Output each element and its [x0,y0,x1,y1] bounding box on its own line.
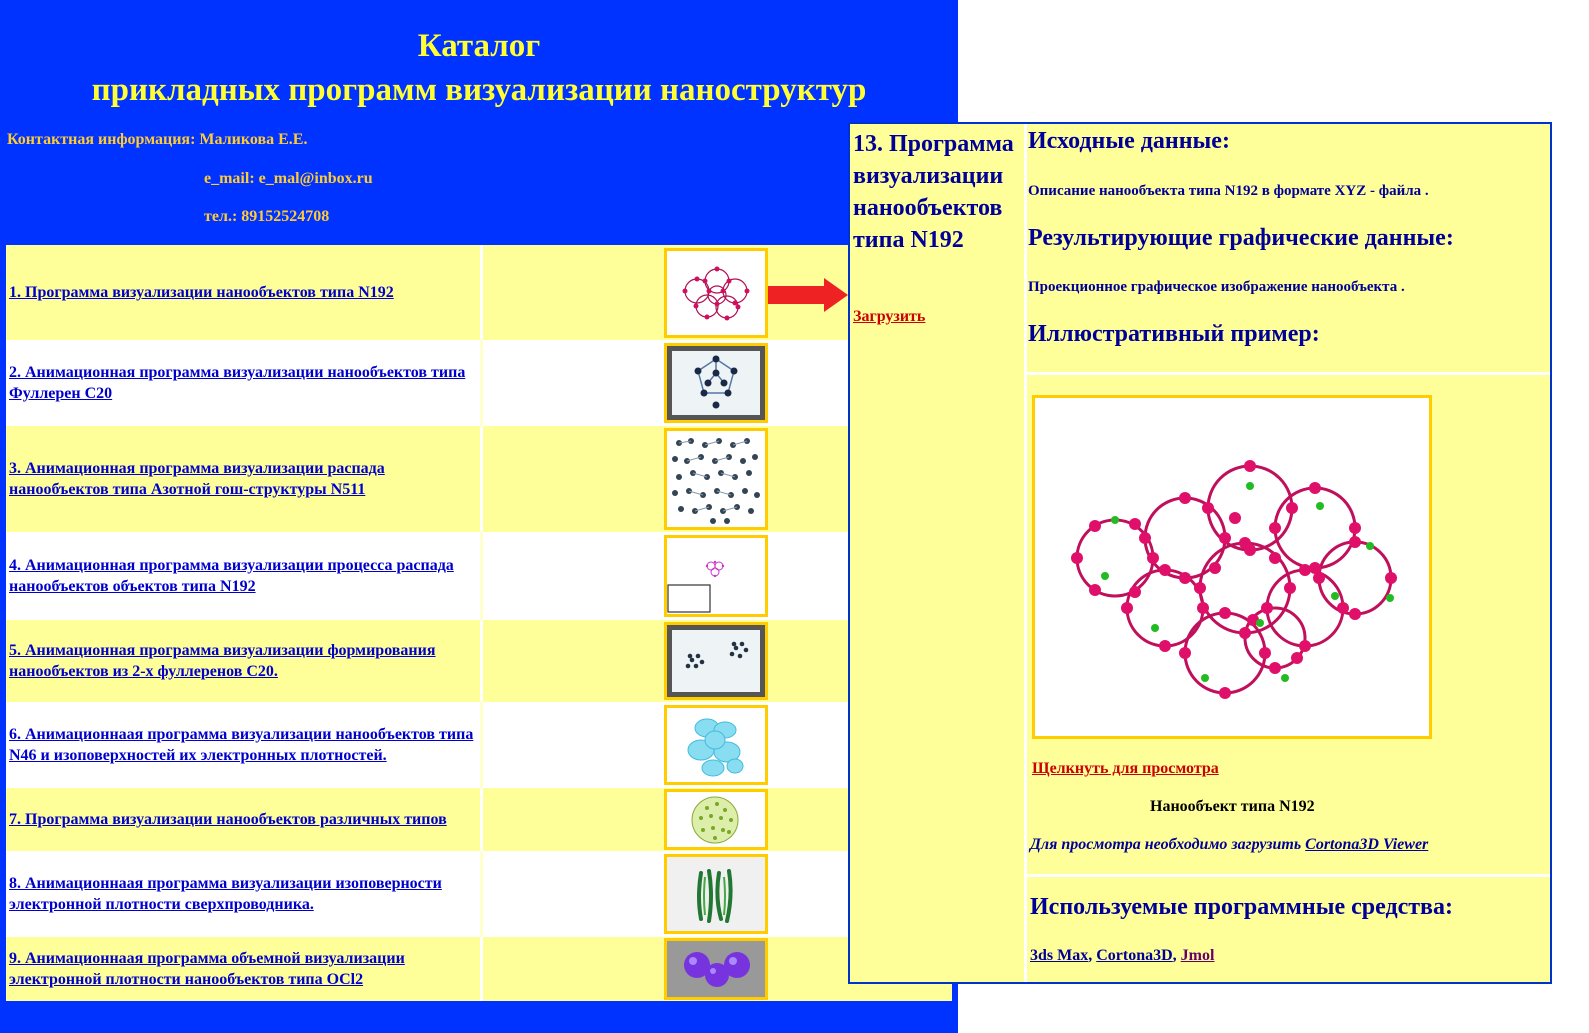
result-heading: Результирующие графические данные: [1028,225,1454,251]
catalog-item-link[interactable]: 2. Анимационная программа визуализации нанообъектов типа Фуллерен С20 [9,364,466,402]
catalog-row [6,426,952,532]
catalog-item-link[interactable]: 3. Анимационная программа визуализации распада нанообъектов типа Азотной гош-структуры N511 [9,460,385,498]
catalog-list [6,245,952,1001]
viewer-note-text: Для просмотра необходимо загрузить [1030,836,1302,853]
catalog-row [6,851,952,937]
tools-heading: Используемые программные средства: [1030,894,1453,920]
n192-molecule-image[interactable] [1032,395,1432,739]
tool-link-jmol[interactable]: Jmol [1180,947,1215,964]
catalog-row [6,702,952,788]
n192-molecule-icon[interactable] [664,248,768,338]
catalog-row [6,788,952,851]
superconductor-isosurface-icon[interactable] [664,854,768,934]
detail-panel [848,122,1552,984]
row-divider [480,245,483,340]
result-description: Проекционное графическое изображение нанообъекта . [1028,279,1405,295]
catalog-row [6,532,952,620]
panel-divider [1026,874,1550,877]
input-heading: Исходные данные: [1028,128,1230,154]
two-fullerenes-icon[interactable] [664,622,768,700]
contact-phone: тел.: 89152524708 [204,208,330,225]
ocl2-density-icon[interactable] [664,938,768,1000]
arrow-right-icon [768,278,848,312]
row-divider [480,788,483,851]
catalog-item-link[interactable]: 7. Программа визуализации нанообъектов различных типов [9,811,447,828]
n192-decay-icon[interactable] [664,535,768,617]
catalog-row [6,340,952,426]
catalog-item-link[interactable]: 8. Анимационнаая программа визуализации изоповерности электронной плотности сверхпроводника. [9,875,442,913]
tools-list [1030,947,1214,965]
cortona-viewer-link[interactable]: Cortona3D Viewer [1305,836,1429,853]
tool-link-3ds-max[interactable]: 3ds Max [1030,947,1089,964]
contact-info: Контактная информация: Маликова Е.Е. [7,131,308,148]
title-line-2: прикладных программ визуализации наноструктур [91,72,867,108]
image-caption: Нанообъект типа N192 [1150,798,1315,815]
panel-divider [1026,372,1550,375]
catalog-row [6,620,952,702]
catalog-item-link[interactable]: 1. Программа визуализации нанообъектов типа N192 [9,284,394,301]
program-title: 13. Программа визуализации нанообъектов типа N192 [853,131,1014,253]
nitrogen-gauche-structure-icon[interactable] [664,428,768,530]
input-description: Описание нанообъекта типа N192 в формате XYZ - файла . [1028,183,1429,199]
example-heading: Иллюстративный пример: [1028,321,1320,347]
catalog-item-link[interactable]: 9. Анимационнаая программа объемной визуализации электронной плотности нанообъектов типа OCl2 [9,950,405,988]
catalog-item-link[interactable]: 4. Анимационная программа визуализации процесса распада нанообъектов объектов типа N192 [9,557,454,595]
contact-email: e_mail: e_mal@inbox.ru [204,170,373,187]
download-link[interactable]: Загрузить [853,308,926,325]
title-line-1: Каталог [417,28,541,64]
catalog-row [6,937,952,1001]
catalog-item-link[interactable]: 6. Анимационнаая программа визуализации нанообъектов типа N46 и изоповерхностей их электронных плотностей. [9,726,474,764]
row-divider [480,851,483,937]
row-divider [480,340,483,426]
nano-sphere-icon[interactable] [664,789,768,850]
tool-link-cortona3d[interactable]: Cortona3D [1096,947,1173,964]
catalog-item-link[interactable]: 5. Анимационная программа визуализации формирования нанообъектов из 2-х фуллеренов С20. [9,642,436,680]
page-title [0,24,958,112]
row-divider [480,620,483,702]
row-divider [480,426,483,532]
row-divider [480,937,483,1001]
n46-isosurface-icon[interactable] [664,705,768,785]
tools-separator: , [1172,947,1181,964]
row-divider [480,532,483,620]
fullerene-c20-icon[interactable] [664,343,768,423]
view-link[interactable]: Щелкнуть для просмотра [1032,760,1219,777]
row-divider [480,702,483,788]
tools-separator: , [1088,947,1097,964]
viewer-note [1030,836,1428,854]
